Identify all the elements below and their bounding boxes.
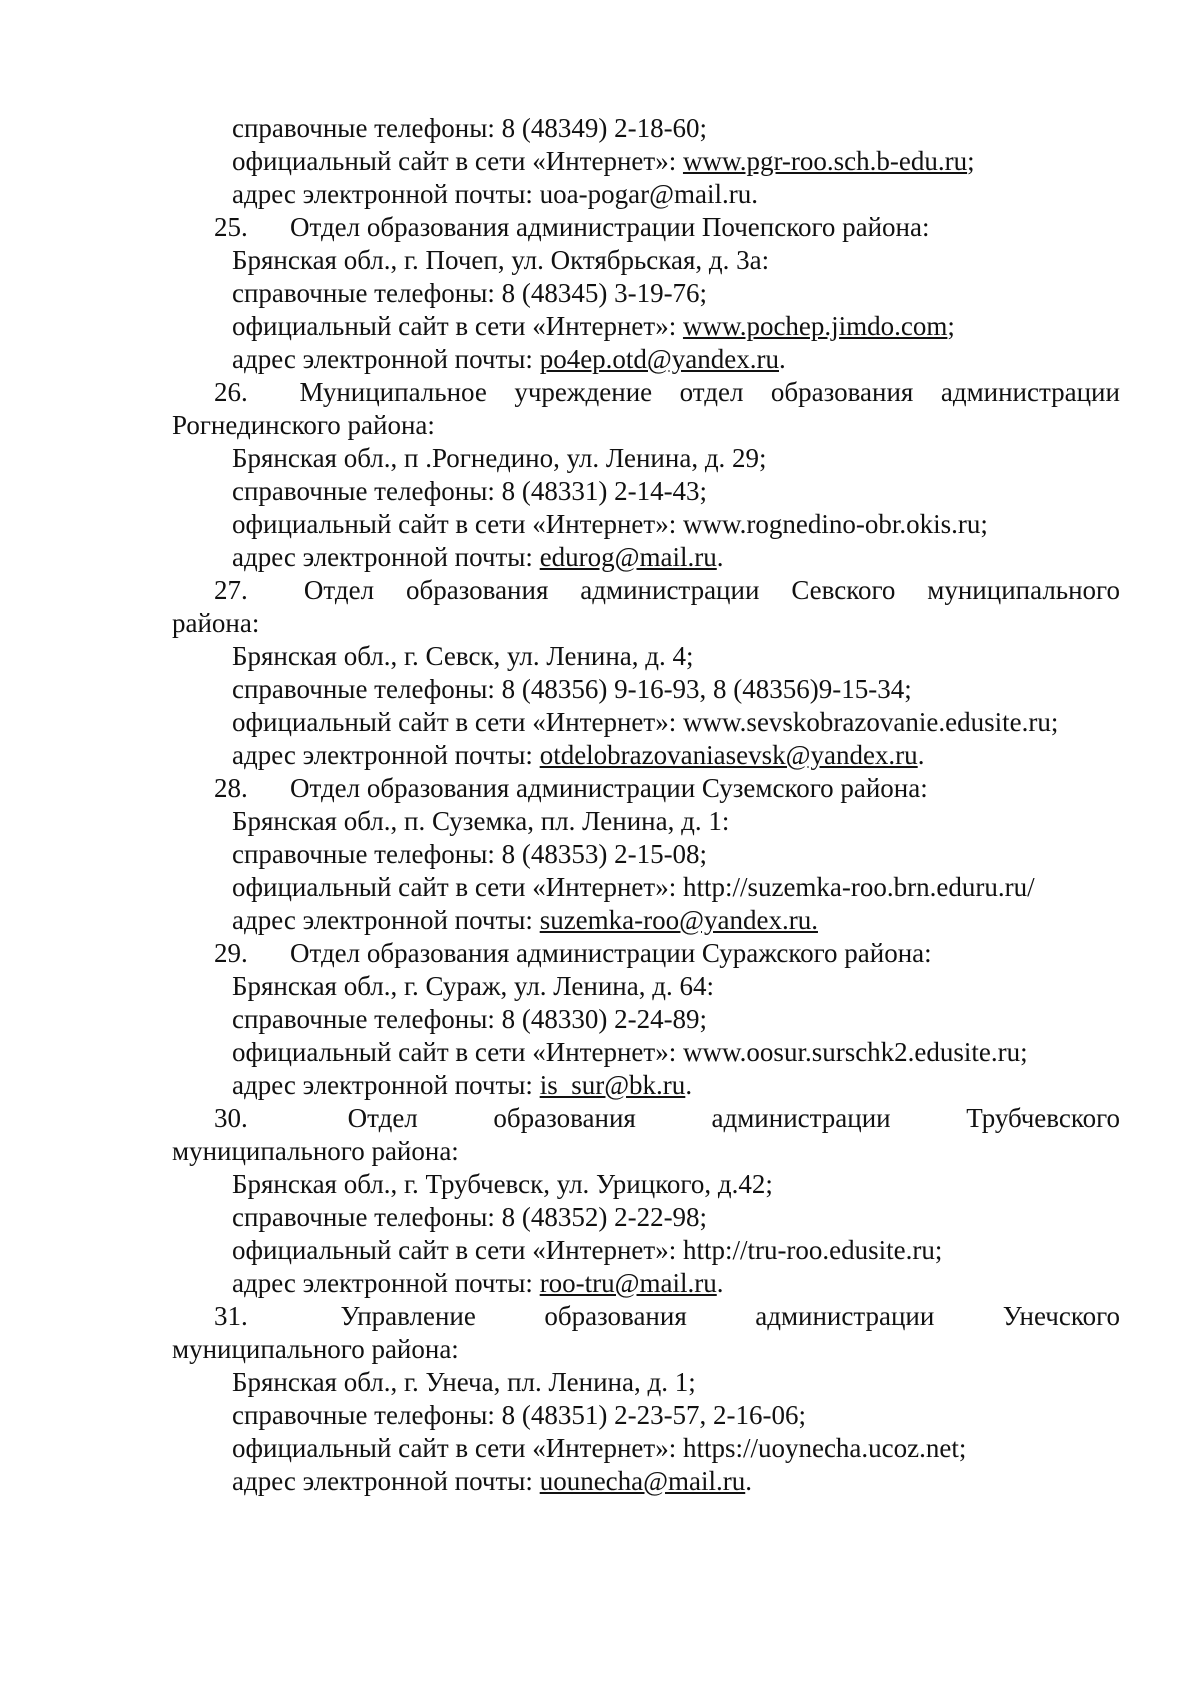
item-number: 29. xyxy=(214,938,248,968)
unecha-phones: справочные телефоны: 8 (48351) 2-23-57, 2-16-06; xyxy=(232,1400,807,1430)
pogar-website xyxy=(232,145,975,177)
word: учреждение xyxy=(514,377,653,407)
word: муниципального xyxy=(927,575,1120,605)
word: образования xyxy=(770,377,914,407)
sevsk-website: официальный сайт в сети «Интернет»: www.sevskobrazovanie.edusite.ru; xyxy=(232,707,1059,737)
item-number: 28. xyxy=(214,773,248,803)
suzemka-email xyxy=(232,904,818,936)
trubchevsk-email xyxy=(232,1267,724,1299)
item-31-continuation: муниципального района: xyxy=(172,1334,459,1364)
pochep-email-link[interactable]: po4ep.otd@yandex.ru xyxy=(539,344,779,374)
item-title: Отдел образования администрации Суражского района: xyxy=(290,938,932,968)
word: образования xyxy=(493,1103,636,1133)
pochep-email xyxy=(232,343,786,375)
word: администрации xyxy=(580,575,760,605)
unecha-email xyxy=(232,1465,752,1497)
word: образования xyxy=(405,575,549,605)
pochep-address: Брянская обл., г. Почеп, ул. Октябрьская, д. 3а: xyxy=(232,245,770,275)
surazh-email-link[interactable]: is_sur@bk.ru xyxy=(539,1070,686,1100)
item-29-heading xyxy=(172,937,1120,969)
word: образования xyxy=(544,1301,687,1331)
item-31-heading xyxy=(172,1300,1120,1332)
sevsk-address: Брянская обл., г. Севск, ул. Ленина, д. 4; xyxy=(232,641,694,671)
rognedino-address: Брянская обл., п .Рогнедино, ул. Ленина, д. 29; xyxy=(232,443,767,473)
surazh-address: Брянская обл., г. Сураж, ул. Ленина, д. 64: xyxy=(232,971,714,1001)
label: адрес электронной почты: xyxy=(232,740,540,770)
pogar-phones: справочные телефоны: 8 (48349) 2-18-60; xyxy=(232,113,708,143)
trubchevsk-website: официальный сайт в сети «Интернет»: http://tru-roo.edusite.ru; xyxy=(232,1235,943,1265)
trubchevsk-phones: справочные телефоны: 8 (48352) 2-22-98; xyxy=(232,1202,708,1232)
label: адрес электронной почты: xyxy=(232,542,540,572)
word: отдел xyxy=(679,377,744,407)
word: администрации xyxy=(711,1103,891,1133)
punct: ; xyxy=(947,311,955,341)
unecha-email-link[interactable]: uounecha@mail.ru xyxy=(539,1466,746,1496)
rognedino-phones: справочные телефоны: 8 (48331) 2-14-43; xyxy=(232,476,708,506)
surazh-email xyxy=(232,1069,692,1101)
sevsk-phones: справочные телефоны: 8 (48356) 9-16-93, 8 (48356)9-15-34; xyxy=(232,674,912,704)
item-title: Отдел образования администрации Почепского района: xyxy=(290,212,930,242)
label: официальный сайт в сети «Интернет»: xyxy=(232,146,683,176)
item-number: 30. xyxy=(214,1103,248,1133)
item-28-heading xyxy=(172,772,1120,804)
trubchevsk-address: Брянская обл., г. Трубчевск, ул. Урицкого, д.42; xyxy=(232,1169,773,1199)
punct: . xyxy=(745,1466,752,1496)
punct: . xyxy=(716,542,724,572)
trubchevsk-email-link[interactable]: roo-tru@mail.ru xyxy=(539,1268,717,1298)
pogar-email: адрес электронной почты: uoa-pogar@mail.ru. xyxy=(232,179,758,209)
pogar-website-link[interactable]: www.pgr-roo.sch.b-edu.ru xyxy=(682,146,968,176)
punct: . xyxy=(685,1070,693,1100)
label: адрес электронной почты: xyxy=(232,905,540,935)
punct: . xyxy=(716,1268,724,1298)
word: Трубчевского xyxy=(966,1103,1120,1133)
suzemka-address: Брянская обл., п. Суземка, пл. Ленина, д. 1: xyxy=(232,806,730,836)
item-30-heading xyxy=(172,1102,1120,1134)
unecha-website: официальный сайт в сети «Интернет»: https://uoynecha.ucoz.net; xyxy=(232,1433,967,1463)
item-26-heading xyxy=(172,376,1120,408)
pochep-phones: справочные телефоны: 8 (48345) 3-19-76; xyxy=(232,278,708,308)
sevsk-email xyxy=(232,739,924,771)
word: администрации xyxy=(755,1301,935,1331)
item-26-continuation: Рогнединского района: xyxy=(172,410,435,440)
unecha-address: Брянская обл., г. Унеча, пл. Ленина, д. 1; xyxy=(232,1367,696,1397)
word: Управление xyxy=(340,1301,476,1331)
word: Отдел xyxy=(347,1103,418,1133)
label: адрес электронной почты: xyxy=(232,1070,540,1100)
label: адрес электронной почты: xyxy=(232,344,540,374)
rognedino-email-link[interactable]: edurog@mail.ru xyxy=(539,542,717,572)
punct: ; xyxy=(967,146,975,176)
item-25-heading xyxy=(172,211,1120,243)
label: официальный сайт в сети «Интернет»: xyxy=(232,311,683,341)
suzemka-phones: справочные телефоны: 8 (48353) 2-15-08; xyxy=(232,839,708,869)
label: адрес электронной почты: xyxy=(232,1268,540,1298)
item-number: 27. xyxy=(214,575,248,605)
item-number: 31. xyxy=(214,1301,248,1331)
item-27-continuation: района: xyxy=(172,608,260,638)
item-number: 26. xyxy=(214,377,248,407)
pochep-website-link[interactable]: www.pochep.jimdo.com xyxy=(682,311,948,341)
sevsk-email-link[interactable]: otdelobrazovaniasevsk@yandex.ru xyxy=(539,740,918,770)
word: Севского xyxy=(791,575,896,605)
item-title: Отдел образования администрации Суземского района: xyxy=(290,773,928,803)
item-number: 25. xyxy=(214,212,248,242)
item-30-continuation: муниципального района: xyxy=(172,1136,459,1166)
word: Унечского xyxy=(1002,1301,1120,1331)
rognedino-website: официальный сайт в сети «Интернет»: www.rognedino-obr.okis.ru; xyxy=(232,509,988,539)
suzemka-email-link[interactable]: suzemka-roo@yandex.ru. xyxy=(539,905,818,935)
surazh-phones: справочные телефоны: 8 (48330) 2-24-89; xyxy=(232,1004,708,1034)
word: администрации xyxy=(940,377,1120,407)
punct: . xyxy=(917,740,925,770)
item-27-heading xyxy=(172,574,1120,606)
surazh-website: официальный сайт в сети «Интернет»: www.oosur.surschk2.edusite.ru; xyxy=(232,1037,1028,1067)
suzemka-website: официальный сайт в сети «Интернет»: http://suzemka-roo.brn.eduru.ru/ xyxy=(232,872,1035,902)
punct: . xyxy=(779,344,786,374)
label: адрес электронной почты: xyxy=(232,1466,540,1496)
pochep-website xyxy=(232,310,955,342)
rognedino-email xyxy=(232,541,724,573)
word: Муниципальное xyxy=(299,377,487,407)
word: Отдел xyxy=(303,575,375,605)
